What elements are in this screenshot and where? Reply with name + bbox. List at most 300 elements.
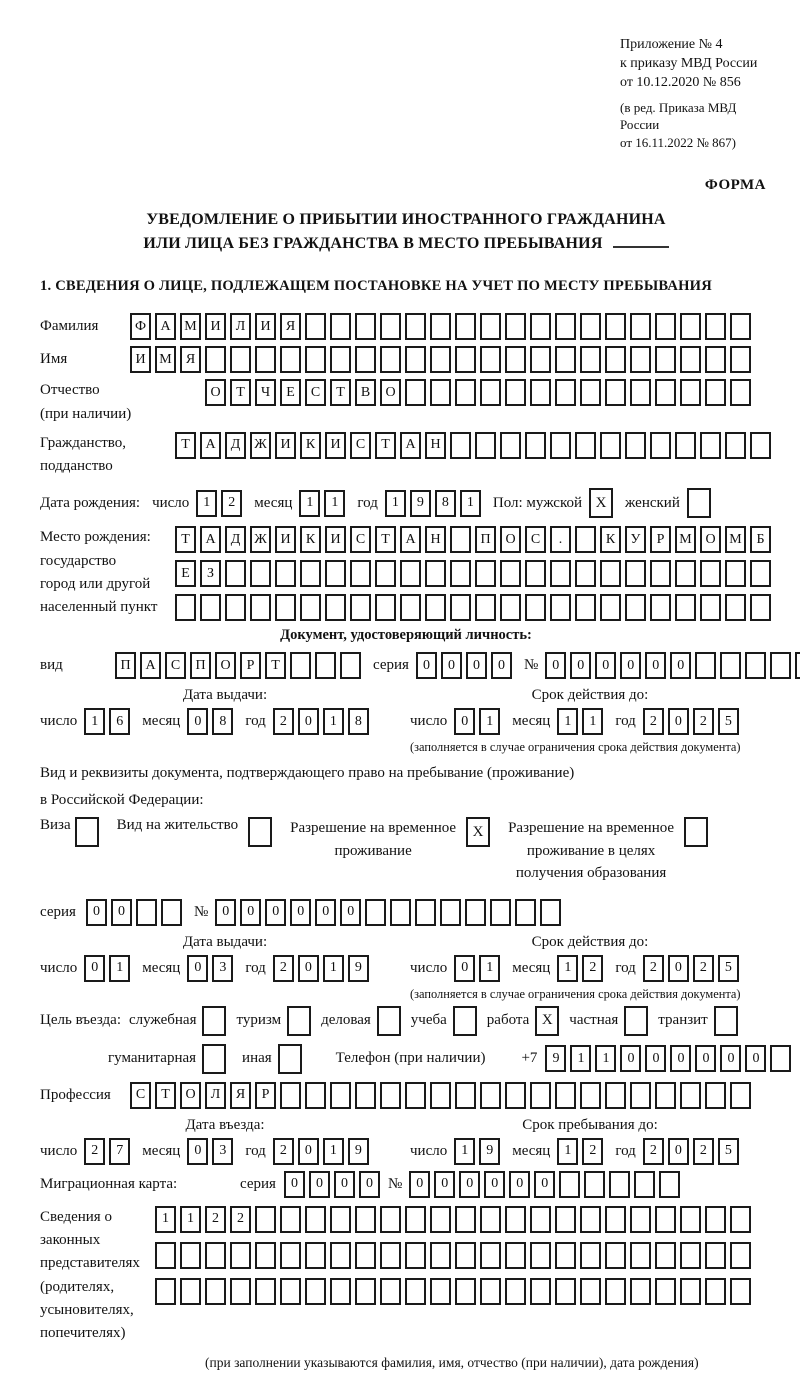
- permit-issue-year-boxes[interactable]: [273, 955, 369, 982]
- temp-permit-checkbox[interactable]: [466, 817, 490, 847]
- char-box[interactable]: 0: [409, 1171, 430, 1198]
- mig-number-boxes[interactable]: [409, 1171, 680, 1198]
- char-box[interactable]: О: [205, 379, 226, 406]
- char-box[interactable]: 0: [434, 1171, 455, 1198]
- char-box[interactable]: [300, 594, 321, 621]
- char-box[interactable]: [425, 560, 446, 587]
- char-box[interactable]: Т: [330, 379, 351, 406]
- char-box[interactable]: [480, 1242, 501, 1269]
- char-box[interactable]: [675, 560, 696, 587]
- char-box[interactable]: [400, 594, 421, 621]
- char-box[interactable]: [350, 560, 371, 587]
- char-box[interactable]: [415, 899, 436, 926]
- char-box[interactable]: [725, 432, 746, 459]
- char-box[interactable]: [377, 1006, 401, 1036]
- char-box[interactable]: [287, 1006, 311, 1036]
- char-box[interactable]: С: [165, 652, 186, 679]
- char-box[interactable]: [655, 313, 676, 340]
- char-box[interactable]: [453, 1006, 477, 1036]
- char-box[interactable]: Ж: [250, 526, 271, 553]
- char-box[interactable]: [300, 560, 321, 587]
- char-box[interactable]: [355, 1206, 376, 1233]
- char-box[interactable]: [390, 899, 411, 926]
- patronymic-boxes[interactable]: [205, 379, 751, 406]
- char-box[interactable]: [430, 313, 451, 340]
- char-box[interactable]: 1: [595, 1045, 616, 1072]
- char-box[interactable]: У: [625, 526, 646, 553]
- char-box[interactable]: [430, 1082, 451, 1109]
- char-box[interactable]: [580, 346, 601, 373]
- char-box[interactable]: [605, 1242, 626, 1269]
- char-box[interactable]: [680, 346, 701, 373]
- char-box[interactable]: [630, 1206, 651, 1233]
- birthplace-boxes-3[interactable]: [175, 594, 771, 621]
- char-box[interactable]: [680, 1206, 701, 1233]
- char-box[interactable]: [255, 346, 276, 373]
- char-box[interactable]: [305, 313, 326, 340]
- char-box[interactable]: Д: [225, 432, 246, 459]
- char-box[interactable]: И: [325, 432, 346, 459]
- char-box[interactable]: [655, 1242, 676, 1269]
- char-box[interactable]: [180, 1278, 201, 1305]
- char-box[interactable]: 1: [570, 1045, 591, 1072]
- char-box[interactable]: К: [300, 526, 321, 553]
- char-box[interactable]: [530, 1206, 551, 1233]
- char-box[interactable]: 0: [454, 708, 475, 735]
- char-box[interactable]: [305, 1278, 326, 1305]
- char-box[interactable]: [630, 379, 651, 406]
- char-box[interactable]: [770, 1045, 791, 1072]
- char-box[interactable]: [430, 1206, 451, 1233]
- char-box[interactable]: [455, 1206, 476, 1233]
- char-box[interactable]: 0: [570, 652, 591, 679]
- char-box[interactable]: [555, 313, 576, 340]
- doc-type-boxes[interactable]: [115, 652, 361, 679]
- char-box[interactable]: [430, 379, 451, 406]
- purpose-private-checkbox[interactable]: [624, 1006, 648, 1036]
- char-box[interactable]: 0: [720, 1045, 741, 1072]
- char-box[interactable]: [720, 652, 741, 679]
- char-box[interactable]: Р: [240, 652, 261, 679]
- char-box[interactable]: 0: [459, 1171, 480, 1198]
- char-box[interactable]: Т: [230, 379, 251, 406]
- char-box[interactable]: 0: [454, 955, 475, 982]
- char-box[interactable]: [680, 1082, 701, 1109]
- char-box[interactable]: [725, 594, 746, 621]
- char-box[interactable]: [680, 1278, 701, 1305]
- char-box[interactable]: Е: [175, 560, 196, 587]
- char-box[interactable]: 9: [545, 1045, 566, 1072]
- char-box[interactable]: 0: [298, 955, 319, 982]
- char-box[interactable]: [730, 379, 751, 406]
- char-box[interactable]: [575, 560, 596, 587]
- doc-issue-year-boxes[interactable]: [273, 708, 369, 735]
- char-box[interactable]: [380, 1242, 401, 1269]
- char-box[interactable]: [330, 346, 351, 373]
- char-box[interactable]: 6: [109, 708, 130, 735]
- char-box[interactable]: [305, 1242, 326, 1269]
- char-box[interactable]: 0: [620, 1045, 641, 1072]
- char-box[interactable]: 1: [323, 1138, 344, 1165]
- char-box[interactable]: [700, 594, 721, 621]
- char-box[interactable]: 8: [212, 708, 233, 735]
- char-box[interactable]: 1: [479, 708, 500, 735]
- char-box[interactable]: [550, 560, 571, 587]
- doc-issue-month-boxes[interactable]: [187, 708, 233, 735]
- residence-permit-checkbox[interactable]: [248, 817, 272, 847]
- doc-series-boxes[interactable]: [416, 652, 512, 679]
- char-box[interactable]: [630, 346, 651, 373]
- char-box[interactable]: И: [130, 346, 151, 373]
- char-box[interactable]: О: [500, 526, 521, 553]
- permit-issue-day-boxes[interactable]: [84, 955, 130, 982]
- char-box[interactable]: [205, 346, 226, 373]
- char-box[interactable]: 2: [230, 1206, 251, 1233]
- char-box[interactable]: .: [550, 526, 571, 553]
- char-box[interactable]: [255, 1242, 276, 1269]
- char-box[interactable]: [750, 594, 771, 621]
- char-box[interactable]: М: [180, 313, 201, 340]
- char-box[interactable]: А: [200, 526, 221, 553]
- char-box[interactable]: 0: [284, 1171, 305, 1198]
- char-box[interactable]: 1: [557, 1138, 578, 1165]
- char-box[interactable]: [655, 379, 676, 406]
- char-box[interactable]: [455, 313, 476, 340]
- char-box[interactable]: [675, 432, 696, 459]
- char-box[interactable]: [325, 560, 346, 587]
- female-checkbox[interactable]: [687, 488, 711, 518]
- char-box[interactable]: X: [589, 488, 613, 518]
- char-box[interactable]: [280, 1278, 301, 1305]
- char-box[interactable]: [380, 346, 401, 373]
- char-box[interactable]: Н: [425, 526, 446, 553]
- char-box[interactable]: [605, 313, 626, 340]
- char-box[interactable]: [680, 313, 701, 340]
- char-box[interactable]: [380, 313, 401, 340]
- char-box[interactable]: [555, 1082, 576, 1109]
- char-box[interactable]: [525, 594, 546, 621]
- char-box[interactable]: 0: [491, 652, 512, 679]
- stay-day-boxes[interactable]: [454, 1138, 500, 1165]
- char-box[interactable]: [205, 1278, 226, 1305]
- char-box[interactable]: [505, 346, 526, 373]
- char-box[interactable]: [355, 1082, 376, 1109]
- char-box[interactable]: Я: [280, 313, 301, 340]
- char-box[interactable]: Б: [750, 526, 771, 553]
- char-box[interactable]: [250, 560, 271, 587]
- char-box[interactable]: [405, 1278, 426, 1305]
- entry-year-boxes[interactable]: [273, 1138, 369, 1165]
- char-box[interactable]: [200, 594, 221, 621]
- char-box[interactable]: 0: [670, 652, 691, 679]
- char-box[interactable]: [575, 432, 596, 459]
- char-box[interactable]: [380, 1206, 401, 1233]
- char-box[interactable]: [480, 379, 501, 406]
- char-box[interactable]: [505, 313, 526, 340]
- representatives-boxes-3[interactable]: [155, 1278, 751, 1305]
- char-box[interactable]: П: [475, 526, 496, 553]
- char-box[interactable]: [625, 560, 646, 587]
- char-box[interactable]: [275, 594, 296, 621]
- char-box[interactable]: Р: [650, 526, 671, 553]
- char-box[interactable]: [555, 1242, 576, 1269]
- char-box[interactable]: 1: [385, 490, 406, 517]
- char-box[interactable]: 0: [466, 652, 487, 679]
- edu-permit-checkbox[interactable]: [684, 817, 708, 847]
- doc-valid-year-boxes[interactable]: [643, 708, 739, 735]
- char-box[interactable]: 1: [557, 708, 578, 735]
- char-box[interactable]: [555, 379, 576, 406]
- char-box[interactable]: 0: [534, 1171, 555, 1198]
- char-box[interactable]: [400, 560, 421, 587]
- char-box[interactable]: О: [180, 1082, 201, 1109]
- char-box[interactable]: [405, 1206, 426, 1233]
- char-box[interactable]: А: [400, 432, 421, 459]
- char-box[interactable]: [455, 1082, 476, 1109]
- purpose-transit-checkbox[interactable]: [714, 1006, 738, 1036]
- char-box[interactable]: [625, 594, 646, 621]
- char-box[interactable]: 0: [298, 1138, 319, 1165]
- char-box[interactable]: [136, 899, 157, 926]
- char-box[interactable]: [180, 1242, 201, 1269]
- char-box[interactable]: 0: [215, 899, 236, 926]
- char-box[interactable]: [580, 1082, 601, 1109]
- mig-series-boxes[interactable]: [284, 1171, 380, 1198]
- char-box[interactable]: [540, 899, 561, 926]
- char-box[interactable]: [355, 313, 376, 340]
- char-box[interactable]: 2: [693, 1138, 714, 1165]
- stay-year-boxes[interactable]: [643, 1138, 739, 1165]
- char-box[interactable]: А: [140, 652, 161, 679]
- char-box[interactable]: [380, 1278, 401, 1305]
- char-box[interactable]: [280, 1206, 301, 1233]
- char-box[interactable]: 0: [187, 955, 208, 982]
- char-box[interactable]: [330, 1206, 351, 1233]
- char-box[interactable]: 0: [745, 1045, 766, 1072]
- char-box[interactable]: [161, 899, 182, 926]
- char-box[interactable]: 1: [109, 955, 130, 982]
- char-box[interactable]: [455, 346, 476, 373]
- char-box[interactable]: [630, 313, 651, 340]
- char-box[interactable]: 0: [309, 1171, 330, 1198]
- char-box[interactable]: [355, 1242, 376, 1269]
- char-box[interactable]: 2: [273, 955, 294, 982]
- char-box[interactable]: И: [275, 526, 296, 553]
- char-box[interactable]: [430, 346, 451, 373]
- char-box[interactable]: [580, 1206, 601, 1233]
- char-box[interactable]: [315, 652, 336, 679]
- char-box[interactable]: [695, 652, 716, 679]
- representatives-boxes-1[interactable]: [155, 1206, 751, 1233]
- char-box[interactable]: [605, 346, 626, 373]
- char-box[interactable]: 0: [645, 652, 666, 679]
- char-box[interactable]: В: [355, 379, 376, 406]
- char-box[interactable]: [278, 1044, 302, 1074]
- doc-issue-day-boxes[interactable]: [84, 708, 130, 735]
- char-box[interactable]: [730, 346, 751, 373]
- char-box[interactable]: [745, 652, 766, 679]
- permit-number-boxes[interactable]: [215, 899, 561, 926]
- male-checkbox[interactable]: [589, 488, 613, 518]
- char-box[interactable]: И: [325, 526, 346, 553]
- birthplace-boxes-2[interactable]: [175, 560, 771, 587]
- char-box[interactable]: [225, 560, 246, 587]
- char-box[interactable]: [625, 432, 646, 459]
- birth-year-boxes[interactable]: [385, 490, 481, 517]
- char-box[interactable]: 2: [221, 490, 242, 517]
- char-box[interactable]: [559, 1171, 580, 1198]
- char-box[interactable]: [530, 346, 551, 373]
- char-box[interactable]: [280, 1242, 301, 1269]
- char-box[interactable]: [405, 379, 426, 406]
- char-box[interactable]: [684, 817, 708, 847]
- entry-day-boxes[interactable]: [84, 1138, 130, 1165]
- char-box[interactable]: [730, 1242, 751, 1269]
- char-box[interactable]: 2: [643, 955, 664, 982]
- char-box[interactable]: 0: [509, 1171, 530, 1198]
- char-box[interactable]: [375, 594, 396, 621]
- char-box[interactable]: [555, 1278, 576, 1305]
- char-box[interactable]: 0: [441, 652, 462, 679]
- char-box[interactable]: [305, 346, 326, 373]
- birth-day-boxes[interactable]: [196, 490, 242, 517]
- char-box[interactable]: [624, 1006, 648, 1036]
- char-box[interactable]: [505, 1242, 526, 1269]
- char-box[interactable]: [475, 560, 496, 587]
- char-box[interactable]: 9: [348, 955, 369, 982]
- char-box[interactable]: 0: [620, 652, 641, 679]
- char-box[interactable]: [480, 313, 501, 340]
- char-box[interactable]: 0: [668, 955, 689, 982]
- char-box[interactable]: [714, 1006, 738, 1036]
- char-box[interactable]: [730, 313, 751, 340]
- char-box[interactable]: 2: [693, 708, 714, 735]
- char-box[interactable]: [705, 1206, 726, 1233]
- char-box[interactable]: [605, 1206, 626, 1233]
- char-box[interactable]: [600, 432, 621, 459]
- char-box[interactable]: Р: [255, 1082, 276, 1109]
- char-box[interactable]: Т: [175, 432, 196, 459]
- char-box[interactable]: [530, 1278, 551, 1305]
- char-box[interactable]: 5: [718, 955, 739, 982]
- char-box[interactable]: [500, 560, 521, 587]
- char-box[interactable]: [580, 313, 601, 340]
- entry-month-boxes[interactable]: [187, 1138, 233, 1165]
- char-box[interactable]: 0: [695, 1045, 716, 1072]
- char-box[interactable]: [450, 526, 471, 553]
- representatives-boxes-2[interactable]: [155, 1242, 751, 1269]
- permit-valid-day-boxes[interactable]: [454, 955, 500, 982]
- char-box[interactable]: 0: [334, 1171, 355, 1198]
- char-box[interactable]: П: [190, 652, 211, 679]
- char-box[interactable]: [730, 1082, 751, 1109]
- char-box[interactable]: [455, 1278, 476, 1305]
- char-box[interactable]: М: [675, 526, 696, 553]
- char-box[interactable]: [475, 594, 496, 621]
- char-box[interactable]: 7: [109, 1138, 130, 1165]
- char-box[interactable]: [605, 1082, 626, 1109]
- char-box[interactable]: 9: [410, 490, 431, 517]
- name-boxes[interactable]: [130, 346, 751, 373]
- char-box[interactable]: Т: [375, 526, 396, 553]
- char-box[interactable]: А: [200, 432, 221, 459]
- char-box[interactable]: 3: [212, 955, 233, 982]
- char-box[interactable]: [280, 346, 301, 373]
- char-box[interactable]: [475, 432, 496, 459]
- stay-month-boxes[interactable]: [557, 1138, 603, 1165]
- char-box[interactable]: X: [535, 1006, 559, 1036]
- char-box[interactable]: [795, 652, 800, 679]
- char-box[interactable]: 0: [187, 1138, 208, 1165]
- char-box[interactable]: [530, 1082, 551, 1109]
- char-box[interactable]: [275, 560, 296, 587]
- char-box[interactable]: [550, 432, 571, 459]
- char-box[interactable]: [380, 1082, 401, 1109]
- profession-boxes[interactable]: [130, 1082, 751, 1109]
- char-box[interactable]: [700, 560, 721, 587]
- char-box[interactable]: [405, 313, 426, 340]
- char-box[interactable]: Л: [230, 313, 251, 340]
- char-box[interactable]: Я: [230, 1082, 251, 1109]
- char-box[interactable]: [530, 379, 551, 406]
- char-box[interactable]: [325, 594, 346, 621]
- char-box[interactable]: 0: [111, 899, 132, 926]
- char-box[interactable]: 0: [290, 899, 311, 926]
- char-box[interactable]: С: [130, 1082, 151, 1109]
- char-box[interactable]: [580, 1278, 601, 1305]
- birthplace-boxes-1[interactable]: [175, 526, 771, 553]
- purpose-tourism-checkbox[interactable]: [287, 1006, 311, 1036]
- char-box[interactable]: [650, 560, 671, 587]
- char-box[interactable]: [609, 1171, 630, 1198]
- char-box[interactable]: [155, 1242, 176, 1269]
- char-box[interactable]: К: [300, 432, 321, 459]
- permit-issue-month-boxes[interactable]: [187, 955, 233, 982]
- char-box[interactable]: [650, 432, 671, 459]
- char-box[interactable]: [555, 346, 576, 373]
- char-box[interactable]: [500, 594, 521, 621]
- char-box[interactable]: [450, 432, 471, 459]
- char-box[interactable]: 2: [643, 1138, 664, 1165]
- char-box[interactable]: 1: [196, 490, 217, 517]
- char-box[interactable]: [600, 560, 621, 587]
- char-box[interactable]: [605, 379, 626, 406]
- char-box[interactable]: [480, 346, 501, 373]
- char-box[interactable]: [375, 560, 396, 587]
- char-box[interactable]: [525, 560, 546, 587]
- char-box[interactable]: 5: [718, 708, 739, 735]
- char-box[interactable]: 9: [348, 1138, 369, 1165]
- char-box[interactable]: 1: [299, 490, 320, 517]
- char-box[interactable]: С: [525, 526, 546, 553]
- phone-boxes[interactable]: [545, 1045, 791, 1072]
- char-box[interactable]: [455, 379, 476, 406]
- char-box[interactable]: [584, 1171, 605, 1198]
- char-box[interactable]: X: [466, 817, 490, 847]
- char-box[interactable]: О: [215, 652, 236, 679]
- char-box[interactable]: 1: [557, 955, 578, 982]
- purpose-humanitarian-checkbox[interactable]: [202, 1044, 226, 1074]
- char-box[interactable]: П: [115, 652, 136, 679]
- char-box[interactable]: [330, 1278, 351, 1305]
- char-box[interactable]: [655, 1082, 676, 1109]
- char-box[interactable]: [505, 1206, 526, 1233]
- char-box[interactable]: [330, 313, 351, 340]
- char-box[interactable]: [205, 1242, 226, 1269]
- char-box[interactable]: [705, 346, 726, 373]
- char-box[interactable]: Ф: [130, 313, 151, 340]
- char-box[interactable]: [225, 594, 246, 621]
